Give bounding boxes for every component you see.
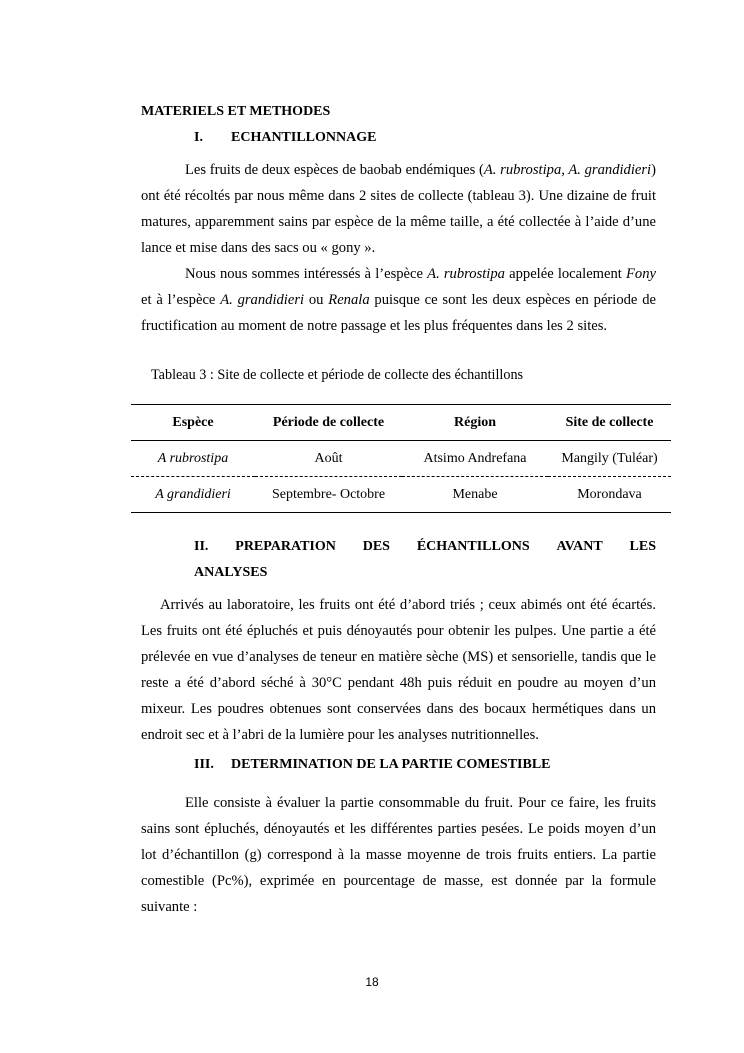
table-cell: Morondava [548, 477, 671, 513]
table-cell: Septembre- Octobre [255, 477, 402, 513]
table-cell: A rubrostipa [131, 441, 255, 477]
paragraph-edible-part: Elle consiste à évaluer la partie consommable du fruit. Pour ce faire, les fruits sains sont épluchés, dénoyautés et les différentes parties pesées. Le poids moyen d’un lot d’échantillon (g) correspond à la masse moyenne de trois fruits entiers. La partie comestible (Pc%), exprimée en pourcentage de masse, est donnée par la formule suivante : [141, 795, 656, 915]
main-heading: MATERIELS ET METHODES [141, 104, 331, 119]
table-cell: Mangily (Tuléar) [548, 441, 671, 477]
table-cell: A grandidieri [131, 477, 255, 513]
page-number: 18 [365, 975, 379, 989]
table-header: Période de collecte [255, 405, 402, 441]
paragraph-sampling: Les fruits de deux espèces de baobab endémiques (A. rubrostipa, A. grandidieri) ont été récoltés par nous même dans 2 sites de collecte (tableau 3). Une dizaine de fruit matures, apparemment sains par espèce de la même taille, a été collectée à l’aide d’une lance et mise dans des sacs ou « gony ». [141, 162, 656, 256]
table-caption: Tableau 3 : Site de collecte et période de collecte des échantillons [151, 367, 524, 383]
paragraph-preparation: Arrivés au laboratoire, les fruits ont été d’abord triés ; ceux abimés ont été écartés. Les fruits ont été épluchés et puis dénoyautés pour obtenir les pulpes. Une partie a été prélevée en vue d’analyses de teneur en matière sèche (MS) et sensorielle, tandis que le reste a été d’abord séché à 30°C pendant 48h puis réduit en poudre au moyen d’un mixeur. Les poudres obtenues sont conservées dans des bocaux hermétiques dans un endroit sec et à l’abri de la lumière pour les analyses nutritionnelles. [141, 597, 656, 743]
collection-table [131, 404, 671, 513]
table-row [131, 441, 671, 477]
heading-word: ÉCHANTILLONS [416, 539, 530, 554]
section-heading-3 [194, 757, 551, 773]
section-title-3: DETERMINATION DE LA PARTIE COMESTIBLE [231, 757, 551, 772]
heading-word: DES [362, 539, 390, 554]
section-number-1: I. [194, 130, 203, 145]
heading-line-2: ANALYSES [194, 565, 268, 580]
table-header: Région [402, 405, 548, 441]
section-heading-1 [194, 130, 377, 146]
table-row [131, 477, 671, 513]
section-heading-2 [194, 534, 656, 586]
heading-word: PREPARATION [235, 539, 336, 554]
table-cell: Menabe [402, 477, 548, 513]
table-header: Espèce [131, 405, 255, 441]
paragraph-species: Nous nous sommes intéressés à l’espèce A. rubrostipa appelée localement Fony et à l’espèce A. grandidieri ou Renala puisque ce sont les deux espèces en période de fructification au moment de notre passage et les plus fréquentes dans les 2 sites. [141, 266, 657, 334]
section-number-3: III. [194, 757, 214, 772]
table-cell: Atsimo Andrefana [402, 441, 548, 477]
table-header: Site de collecte [548, 405, 671, 441]
heading-word: LES [629, 539, 656, 554]
section-title-1: ECHANTILLONNAGE [231, 130, 377, 145]
table-header-row [131, 405, 671, 441]
table-cell: Août [255, 441, 402, 477]
section-number-2: II. [194, 539, 209, 554]
heading-word: AVANT [556, 539, 603, 554]
